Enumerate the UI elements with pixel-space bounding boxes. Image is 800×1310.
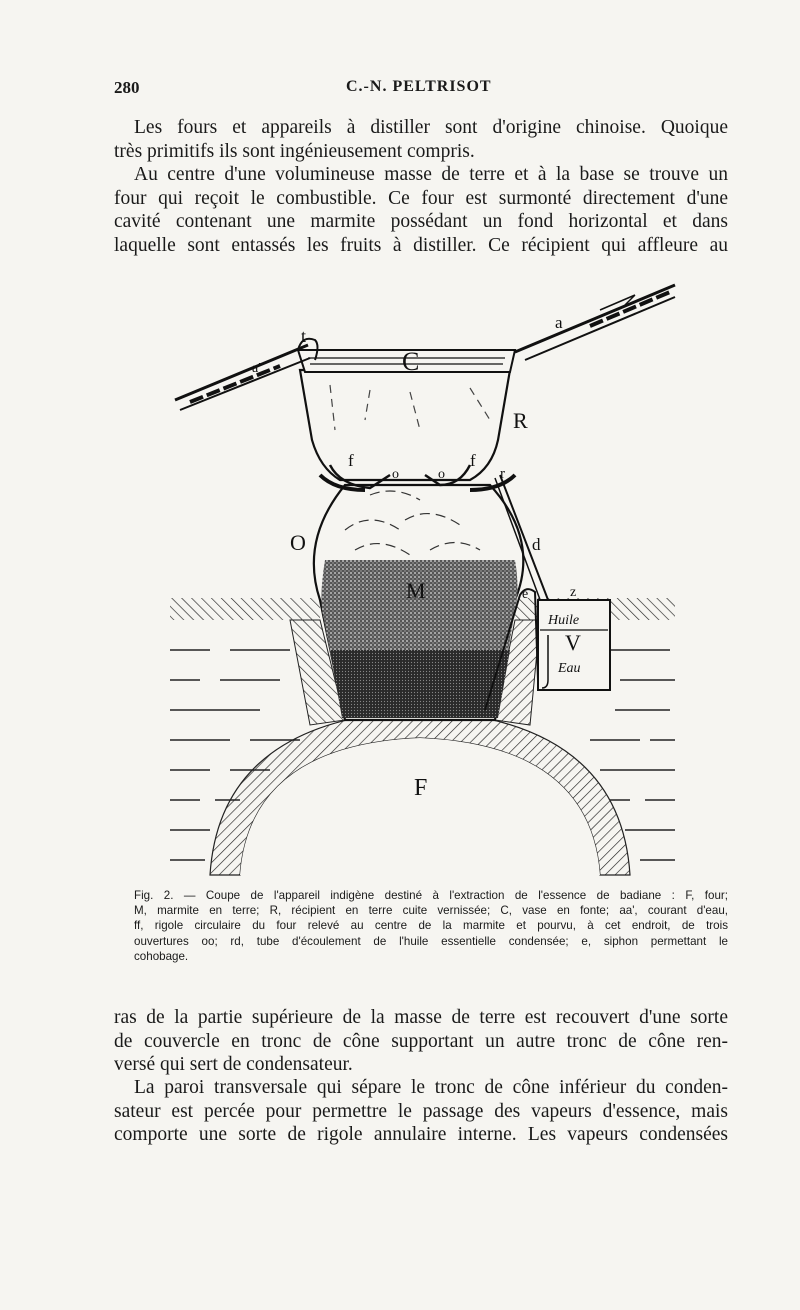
ground-hatch-left: [170, 598, 320, 620]
label-z: z: [570, 585, 577, 600]
text-line: très primitifs ils sont ingénieusement compris.: [114, 140, 475, 162]
text-line: laquelle sont entassés les fruits à distiller. Ce récipient qui affleure au: [114, 234, 728, 256]
water-pipe-a: [515, 285, 675, 360]
label-C: C: [402, 347, 420, 376]
distillation-apparatus-figure: [170, 280, 690, 880]
caption-line: Fig. 2. — Coupe de l'appareil indigène destiné à l'extraction de l'essence de badiane : F, four;: [134, 889, 728, 902]
page-number: 280: [114, 78, 140, 97]
bottom-paragraph: [114, 1006, 728, 1077]
label-o-left: o: [392, 467, 399, 482]
label-V: V: [565, 630, 581, 655]
text-line: versé qui sert de condensateur.: [114, 1054, 353, 1075]
label-a: a: [555, 313, 563, 332]
label-d: d: [532, 535, 541, 554]
label-o-right: o: [438, 467, 445, 482]
label-a-prime: a': [252, 361, 261, 376]
figure-caption: [134, 888, 728, 964]
page-header: [114, 78, 728, 102]
pot-lower-contents: [330, 650, 510, 718]
label-R: R: [513, 408, 528, 433]
text-line: Au centre d'une volumineuse masse de terre et à la base se trouve un: [134, 164, 728, 185]
running-head: C.-N. PELTRISOT: [346, 78, 492, 95]
label-f-left: f: [348, 451, 354, 470]
text-line: cavité contenant une marmite possédant un fond horizontal et dans: [114, 211, 728, 232]
label-O: O: [290, 530, 306, 555]
caption-line: M, marmite en terre; R, récipient en terre cuite vernissée; C, vase en fonte; aa', courant d'eau,: [134, 904, 728, 918]
text-line: sateur est percée pour permettre le passage des vapeurs d'essence, mais: [114, 1100, 728, 1122]
label-t: t: [301, 326, 307, 346]
top-paragraph: [114, 116, 728, 257]
text-line: Les fours et appareils à distiller sont d'origine chinoise. Quoique: [134, 117, 728, 138]
label-e: e: [522, 587, 529, 602]
label-huile: Huile: [548, 613, 580, 628]
apparatus-drawing: [170, 280, 690, 880]
label-f-right: f: [470, 451, 476, 470]
caption-line: ouvertures oo; rd, tube d'écoulement de l'huile essentielle condensée; e, siphon permettant le: [134, 934, 728, 948]
label-F: F: [414, 775, 428, 801]
condenser-vessel: [300, 370, 510, 480]
text-line: four qui reçoit le combustible. Ce four est surmonté directement d'une: [114, 187, 728, 209]
text-line: La paroi transversale qui sépare le tronc de cône inférieur du conden-: [134, 1077, 728, 1098]
text-line: ras de la partie supérieure de la masse de terre est recouvert d'une sorte: [114, 1007, 728, 1028]
caption-line: ff, rigole circulaire du four relevé au centre de la marmite et pourvu, à cet endroit, de trois: [134, 919, 728, 933]
text-line: comporte une sorte de rigole annulaire interne. Les vapeurs condensées: [114, 1124, 728, 1145]
caption-line: cohobage.: [134, 949, 189, 963]
label-r: r: [500, 466, 505, 482]
label-M: M: [406, 578, 426, 603]
text-line: de couvercle en tronc de cône supportant un autre tronc de cône ren-: [114, 1030, 728, 1052]
water-pipe-a-prime: [175, 345, 310, 410]
bottom-paragraph-2: [114, 1076, 728, 1147]
label-eau: Eau: [558, 661, 581, 676]
